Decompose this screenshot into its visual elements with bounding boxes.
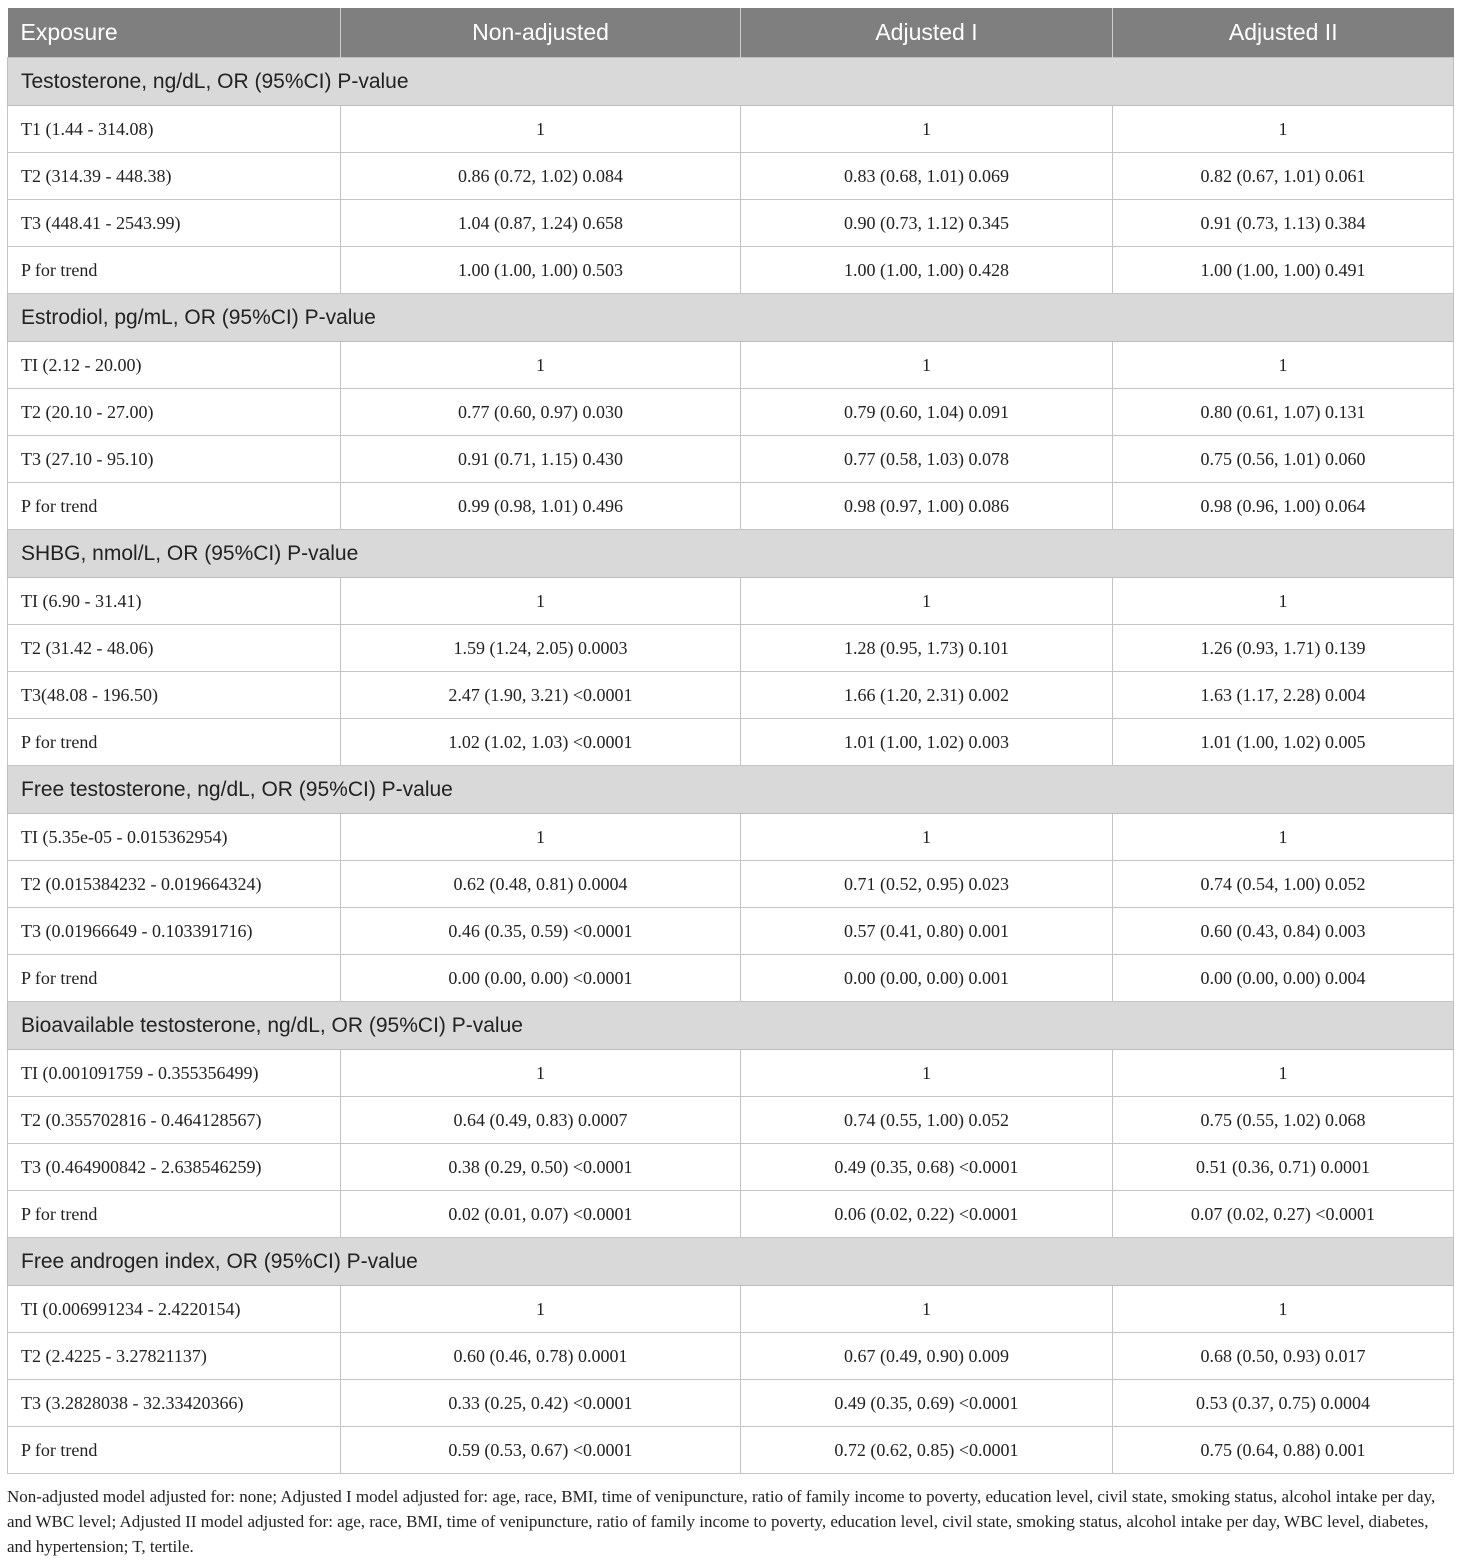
exposure-cell: P for trend [8,483,341,530]
section-title: Free androgen index, OR (95%CI) P-value [8,1238,1454,1286]
exposure-cell: T2 (2.4225 - 3.27821137) [8,1333,341,1380]
table-row [8,1097,1454,1144]
section-title: Testosterone, ng/dL, OR (95%CI) P-value [8,58,1454,106]
table-row [8,247,1454,294]
value-cell: 1.01 (1.00, 1.02) 0.005 [1113,719,1454,766]
value-cell: 0.75 (0.56, 1.01) 0.060 [1113,436,1454,483]
value-cell: 1.01 (1.00, 1.02) 0.003 [741,719,1113,766]
value-cell: 1.59 (1.24, 2.05) 0.0003 [341,625,741,672]
section-title: Free testosterone, ng/dL, OR (95%CI) P-value [8,766,1454,814]
exposure-cell: T3 (0.464900842 - 2.638546259) [8,1144,341,1191]
table-row [8,1144,1454,1191]
table-row [8,672,1454,719]
value-cell: 0.60 (0.46, 0.78) 0.0001 [341,1333,741,1380]
exposure-cell: P for trend [8,955,341,1002]
value-cell: 0.98 (0.96, 1.00) 0.064 [1113,483,1454,530]
value-cell: 0.68 (0.50, 0.93) 0.017 [1113,1333,1454,1380]
table-body [8,58,1454,1474]
value-cell: 0.75 (0.55, 1.02) 0.068 [1113,1097,1454,1144]
value-cell: 1 [341,1286,741,1333]
value-cell: 0.49 (0.35, 0.69) <0.0001 [741,1380,1113,1427]
value-cell: 2.47 (1.90, 3.21) <0.0001 [341,672,741,719]
section-title: Bioavailable testosterone, ng/dL, OR (95%CI) P-value [8,1002,1454,1050]
table-row [8,955,1454,1002]
value-cell: 1 [741,578,1113,625]
table-row [8,1380,1454,1427]
header-exposure: Exposure [8,8,341,58]
table-row [8,436,1454,483]
value-cell: 0.77 (0.58, 1.03) 0.078 [741,436,1113,483]
value-cell: 1.02 (1.02, 1.03) <0.0001 [341,719,741,766]
table-row [8,1333,1454,1380]
value-cell: 0.79 (0.60, 1.04) 0.091 [741,389,1113,436]
value-cell: 0.99 (0.98, 1.01) 0.496 [341,483,741,530]
value-cell: 1 [341,342,741,389]
value-cell: 0.91 (0.73, 1.13) 0.384 [1113,200,1454,247]
value-cell: 0.64 (0.49, 0.83) 0.0007 [341,1097,741,1144]
table-row [8,106,1454,153]
exposure-cell: P for trend [8,1191,341,1238]
value-cell: 0.71 (0.52, 0.95) 0.023 [741,861,1113,908]
value-cell: 0.75 (0.64, 0.88) 0.001 [1113,1427,1454,1474]
value-cell: 0.59 (0.53, 0.67) <0.0001 [341,1427,741,1474]
value-cell: 1.66 (1.20, 2.31) 0.002 [741,672,1113,719]
value-cell: 0.60 (0.43, 0.84) 0.003 [1113,908,1454,955]
value-cell: 0.80 (0.61, 1.07) 0.131 [1113,389,1454,436]
section-row [8,294,1454,342]
exposure-cell: TI (2.12 - 20.00) [8,342,341,389]
value-cell: 1 [741,106,1113,153]
value-cell: 0.98 (0.97, 1.00) 0.086 [741,483,1113,530]
value-cell: 0.57 (0.41, 0.80) 0.001 [741,908,1113,955]
value-cell: 0.02 (0.01, 0.07) <0.0001 [341,1191,741,1238]
value-cell: 1.00 (1.00, 1.00) 0.428 [741,247,1113,294]
exposure-cell: T2 (31.42 - 48.06) [8,625,341,672]
value-cell: 0.00 (0.00, 0.00) <0.0001 [341,955,741,1002]
value-cell: 0.91 (0.71, 1.15) 0.430 [341,436,741,483]
value-cell: 0.83 (0.68, 1.01) 0.069 [741,153,1113,200]
header-adjusted-i: Adjusted I [741,8,1113,58]
value-cell: 1.04 (0.87, 1.24) 0.658 [341,200,741,247]
exposure-cell: P for trend [8,1427,341,1474]
header-adjusted-ii: Adjusted II [1113,8,1454,58]
table-row [8,153,1454,200]
exposure-cell: T2 (20.10 - 27.00) [8,389,341,436]
section-row [8,530,1454,578]
exposure-cell: T3 (0.01966649 - 0.103391716) [8,908,341,955]
value-cell: 1 [341,1050,741,1097]
value-cell: 1.00 (1.00, 1.00) 0.503 [341,247,741,294]
table-footnote: Non-adjusted model adjusted for: none; Adjusted I model adjusted for: age, race, BMI, time of venipuncture, ratio of family income to poverty, education level, civil state, smoking status, alcohol intake per day, and WBC level; Adjusted II model adjusted for: age, race, BMI, time of venipuncture, ratio of family income to poverty, education level, civil state, smoking status, alcohol intake per day, WBC level, diabetes, and hypertension; T, tertile. [7,1487,1436,1556]
value-cell: 0.67 (0.49, 0.90) 0.009 [741,1333,1113,1380]
exposure-cell: T2 (314.39 - 448.38) [8,153,341,200]
exposure-cell: T3 (3.2828038 - 32.33420366) [8,1380,341,1427]
exposure-cell: P for trend [8,247,341,294]
value-cell: 0.86 (0.72, 1.02) 0.084 [341,153,741,200]
value-cell: 0.49 (0.35, 0.68) <0.0001 [741,1144,1113,1191]
table-row [8,719,1454,766]
value-cell: 1 [1113,342,1454,389]
exposure-cell: T2 (0.015384232 - 0.019664324) [8,861,341,908]
value-cell: 1.00 (1.00, 1.00) 0.491 [1113,247,1454,294]
value-cell: 1.28 (0.95, 1.73) 0.101 [741,625,1113,672]
table-row [8,1050,1454,1097]
odds-ratio-table [7,8,1454,1474]
value-cell: 0.77 (0.60, 0.97) 0.030 [341,389,741,436]
value-cell: 1 [1113,578,1454,625]
table-row [8,861,1454,908]
value-cell: 0.51 (0.36, 0.71) 0.0001 [1113,1144,1454,1191]
table-row [8,814,1454,861]
value-cell: 1.63 (1.17, 2.28) 0.004 [1113,672,1454,719]
section-row [8,58,1454,106]
value-cell: 0.06 (0.02, 0.22) <0.0001 [741,1191,1113,1238]
value-cell: 0.00 (0.00, 0.00) 0.004 [1113,955,1454,1002]
table-row [8,578,1454,625]
table-row [8,1286,1454,1333]
table-row [8,908,1454,955]
table-row [8,342,1454,389]
table-container [7,8,1453,1559]
value-cell: 1 [1113,1050,1454,1097]
table-row [8,483,1454,530]
exposure-cell: TI (0.006991234 - 2.4220154) [8,1286,341,1333]
table-row [8,389,1454,436]
value-cell: 1 [741,814,1113,861]
value-cell: 1 [341,106,741,153]
section-title: Estrodiol, pg/mL, OR (95%CI) P-value [8,294,1454,342]
table-row [8,200,1454,247]
value-cell: 0.07 (0.02, 0.27) <0.0001 [1113,1191,1454,1238]
exposure-cell: P for trend [8,719,341,766]
value-cell: 0.74 (0.55, 1.00) 0.052 [741,1097,1113,1144]
value-cell: 0.62 (0.48, 0.81) 0.0004 [341,861,741,908]
value-cell: 1.26 (0.93, 1.71) 0.139 [1113,625,1454,672]
value-cell: 1 [741,342,1113,389]
value-cell: 0.33 (0.25, 0.42) <0.0001 [341,1380,741,1427]
value-cell: 1 [1113,106,1454,153]
section-row [8,1238,1454,1286]
exposure-cell: TI (6.90 - 31.41) [8,578,341,625]
value-cell: 0.90 (0.73, 1.12) 0.345 [741,200,1113,247]
value-cell: 0.46 (0.35, 0.59) <0.0001 [341,908,741,955]
value-cell: 0.82 (0.67, 1.01) 0.061 [1113,153,1454,200]
value-cell: 1 [341,814,741,861]
value-cell: 1 [741,1050,1113,1097]
value-cell: 0.74 (0.54, 1.00) 0.052 [1113,861,1454,908]
value-cell: 1 [1113,1286,1454,1333]
value-cell: 1 [741,1286,1113,1333]
exposure-cell: T3(48.08 - 196.50) [8,672,341,719]
section-row [8,766,1454,814]
value-cell: 0.00 (0.00, 0.00) 0.001 [741,955,1113,1002]
exposure-cell: T2 (0.355702816 - 0.464128567) [8,1097,341,1144]
value-cell: 0.53 (0.37, 0.75) 0.0004 [1113,1380,1454,1427]
header-non-adjusted: Non-adjusted [341,8,741,58]
value-cell: 0.38 (0.29, 0.50) <0.0001 [341,1144,741,1191]
exposure-cell: TI (5.35e-05 - 0.015362954) [8,814,341,861]
exposure-cell: T3 (27.10 - 95.10) [8,436,341,483]
value-cell: 0.72 (0.62, 0.85) <0.0001 [741,1427,1113,1474]
table-header [8,8,1454,58]
value-cell: 1 [341,578,741,625]
table-row [8,1191,1454,1238]
table-row [8,625,1454,672]
exposure-cell: TI (0.001091759 - 0.355356499) [8,1050,341,1097]
table-row [8,1427,1454,1474]
section-row [8,1002,1454,1050]
exposure-cell: T1 (1.44 - 314.08) [8,106,341,153]
exposure-cell: T3 (448.41 - 2543.99) [8,200,341,247]
value-cell: 1 [1113,814,1454,861]
section-title: SHBG, nmol/L, OR (95%CI) P-value [8,530,1454,578]
header-row [8,8,1454,58]
